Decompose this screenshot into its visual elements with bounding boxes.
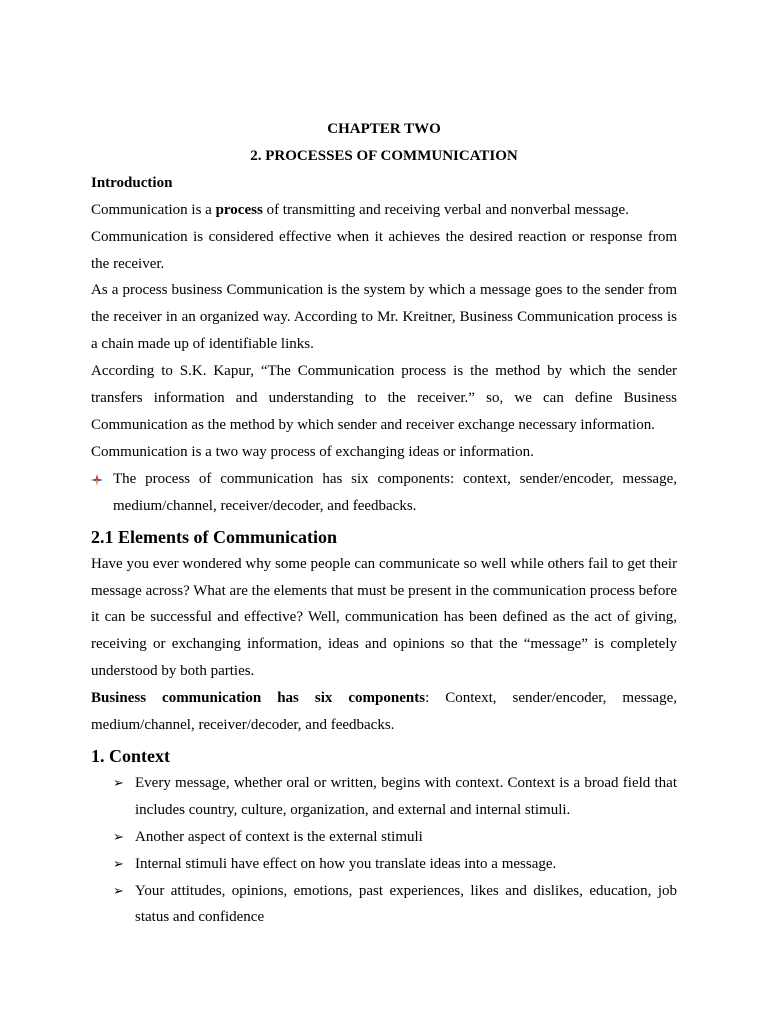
components-bullet-text: The process of communication has six components: context, sender/encoder, message, medium/channel, receiver/decoder, and feedbacks. [113,470,677,514]
chapter-title: 2. PROCESSES OF COMMUNICATION [250,147,518,164]
arrow-bullet-icon: ➢ [113,774,124,790]
context-list [91,770,677,931]
intro-paragraph-1: Communication is a process of transmitting and receiving verbal and nonverbal message. [91,201,629,218]
list-item: ➢ Every message, whether oral or written, begins with context. Context is a broad field that includes country, culture, organization, and external and internal stimuli. [135,770,677,824]
arrow-bullet-icon: ➢ [113,882,124,898]
arrow-bullet-icon: ➢ [113,855,124,871]
components-bullet [91,466,677,520]
intro-paragraph-3: As a process business Communication is the system by which a message goes to the sender from the receiver in an organized way. According to Mr. Kreitner, Business Communication process is a chain made up of identifiable links. [91,282,677,353]
intro-paragraph-2: Communication is considered effective when it achieves the desired reaction or response from the receiver. [91,228,677,272]
list-item: ➢ Another aspect of context is the external stimuli [135,824,677,851]
elements-heading: 2.1 Elements of Communication [91,526,337,547]
intro-paragraph-4: According to S.K. Kapur, “The Communication process is the method by which the sender transfers information and understanding to the receiver.” so, we can define Business Communication as the method by which sender and receiver exchange necessary information. [91,363,677,433]
elements-paragraph-1: Have you ever wondered why some people can communicate so well while others fail to get their message across? What are the elements that must be present in the communication process before it can be successful and effective? Well, communication has been defined as the act of giving, receiving or exchanging information, ideas and opinions so that the “message” is completely understood by both parties. [91,555,677,680]
elements-paragraph-2: Business communication has six components: Context, sender/encoder, message, medium/channel, receiver/decoder, and feedbacks. [91,690,677,734]
intro-paragraph-5: Communication is a two way process of exchanging ideas or information. [91,443,534,460]
chapter-label: CHAPTER TWO [327,121,441,137]
process-bold: process [215,201,263,218]
document-page [91,116,677,931]
list-item: ➢ Your attitudes, opinions, emotions, past experiences, likes and dislikes, education, job status and confidence [135,878,677,932]
context-heading: 1. Context [91,745,170,766]
introduction-heading: Introduction [91,174,173,191]
arrow-bullet-icon: ➢ [113,828,124,844]
six-components-bold: Business communication has six components [91,690,426,707]
list-item: ➢ Internal stimuli have effect on how you translate ideas into a message. [135,851,677,878]
four-point-star-icon [91,474,103,486]
